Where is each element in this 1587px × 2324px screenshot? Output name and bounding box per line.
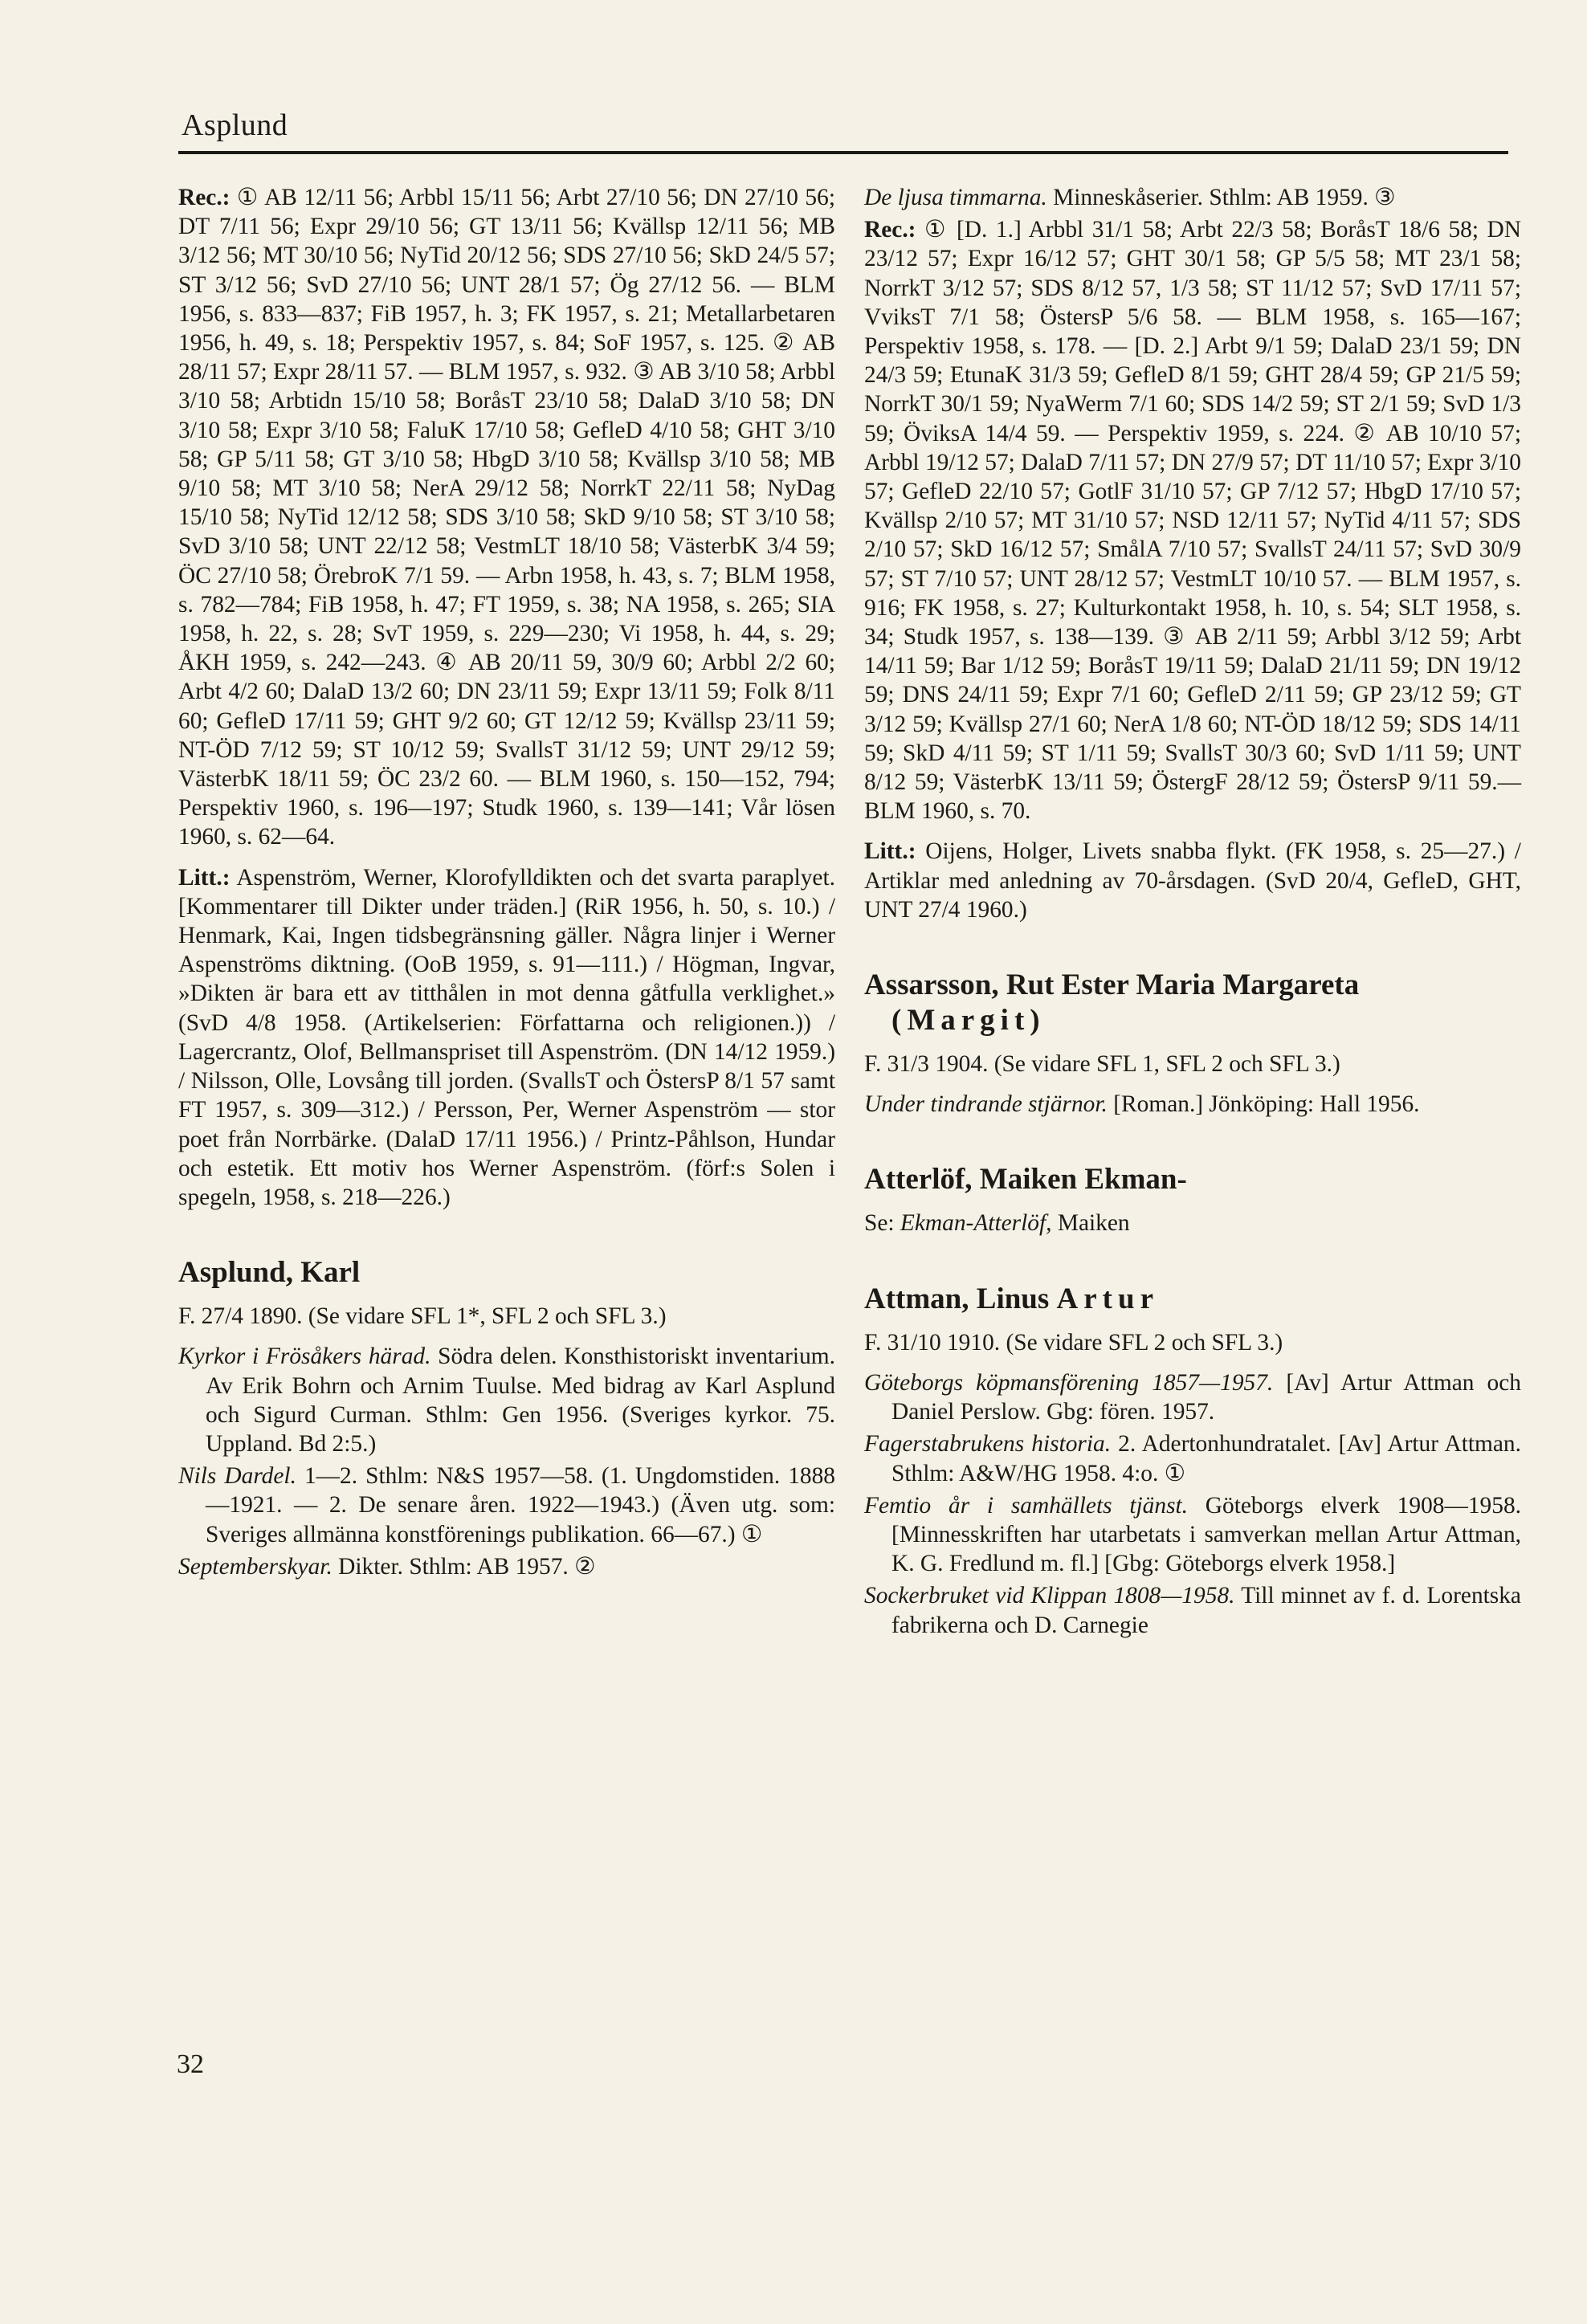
entry-heading-atterlof: Atterlöf, Maiken Ekman-: [864, 1163, 1187, 1197]
litt-label: Litt.:: [864, 838, 916, 865]
work-details: [Roman.] Jönköping: Hall 1956.: [1107, 1091, 1420, 1118]
work-entry: [178, 1552, 835, 1581]
work-entry: [864, 183, 1521, 212]
heading-name: Attman, Linus: [864, 1282, 1050, 1315]
reviews-paragraph: [864, 215, 1521, 826]
work-details: Göteborgs elverk 1908—1958. [Minnesskriften har utarbetats i samverkan mellan Artur Attman, K. G. Fredlund m. fl.] [Gbg: Göteborgs elverk 1958.]: [891, 1492, 1521, 1577]
left-column: [178, 183, 835, 1584]
rec-label: Rec.:: [178, 185, 231, 210]
work-entry: [864, 1491, 1521, 1579]
work-title: Fagerstabrukens historia.: [864, 1431, 1112, 1458]
literature-paragraph: [864, 837, 1521, 924]
work-title: Nils Dardel.: [178, 1463, 296, 1490]
entry-heading-attman: [864, 1282, 1521, 1317]
literature-paragraph: [178, 863, 835, 1212]
see-target: Ekman-Atterlöf,: [900, 1210, 1052, 1237]
rec-text: ① [D. 1.] Arbbl 31/1 58; Arbt 22/3 58; BoråsT 18/6 58; DN 23/12 57; Expr 16/12 57; GHT 30/1 58; GP 5/5 58; MT 23/1 58; NorrkT 3/12 57; SDS 8/12 57, 1/3 58; ST 11/12 57; SvD 17/11 57; VviksT 7/1 58; ÖstersP 5/6 58. — BLM 1958, s. 165—167; Perspektiv 1958, s. 178. — [D. 2.] Arbt 9/1 59; DalaD 23/1 59; DN 24/3 59; EtunaK 31/3 59; GefleD 8/1 59; GHT 28/4 59; GP 21/5 59; NorrkT 30/1 59; NyaWerm 7/1 60; SDS 14/2 59; ST 2/1 59; SvD 1/3 59; ÖviksA 14/4 59. — Perspektiv 1959, s. 224. ② AB 10/10 57; Arbbl 19/12 57; DalaD 7/11 57; DN 27/9 57; DT 11/10 57; Expr 3/10 57; GefleD 22/10 57; GotlF 31/10 57; GP 7/12 57; HbgD 17/10 57; Kvällsp 2/10 57; MT 31/10 57; NSD 12/11 57; NyTid 4/11 57; SDS 2/10 57; SkD 16/12 57; SmålA 7/10 57; SvallsT 24/11 57; SvD 30/9 57; ST 7/10 57; UNT 28/12 57; VestmLT 10/10 57. — BLM 1957, s. 916; FK 1958, s. 27; Kulturkontakt 1958, h. 10, s. 54; SLT 1958, s. 34; Studk 1957, s. 138—139. ③ AB 2/11 59; Arbbl 3/12 59; Arbt 14/11 59; Bar 1/12 59; BoråsT 19/11 59; DalaD 21/11 59; DN 19/12 59; DNS 24/11 59; Expr 7/1 60; GefleD 2/11 59; GP 23/12 59; GT 3/12 59; Kvällsp 27/1 60; NerA 1/8 60; NT-ÖD 18/12 59; SDS 14/11 59; SkD 4/11 59; ST 1/11 59; SvallsT 30/3 60; SvD 1/11 59; UNT 8/12 59; VästerbK 13/11 59; ÖstergF 28/12 59; ÖstersP 9/11 59.— BLM 1960, s. 70.: [864, 217, 1521, 825]
work-entry: [178, 1462, 835, 1549]
heading-callname: (Margit): [891, 1004, 1046, 1038]
work-title: Kyrkor i Frösåkers härad.: [178, 1343, 431, 1370]
entry-heading-asplund-karl: Asplund, Karl: [178, 1256, 361, 1290]
see-reference: [864, 1209, 1521, 1237]
work-details: 2. Adertonhundratalet. [Av] Artur Attman. Sthlm: A&W/HG 1958. 4:o. ①: [891, 1431, 1521, 1486]
entry-heading-assarsson: [864, 968, 1521, 1038]
heading-callname: Artur: [1056, 1282, 1159, 1315]
header-rule: [178, 151, 1508, 154]
rec-text: ① AB 12/11 56; Arbbl 15/11 56; Arbt 27/10 56; DN 27/10 56; DT 7/11 56; Expr 29/10 56; GT 13/11 56; Kvällsp 12/11 56; MB 3/12 56; MT 30/10 56; NyTid 20/12 56; SDS 27/10 56; SkD 24/5 57; ST 3/12 56; SvD 27/10 56; UNT 28/1 57; Ög 27/12 56. — BLM 1956, s. 833—837; FiB 1957, h. 3; FK 1957, s. 21; Metallarbetaren 1956, h. 49, s. 18; Perspektiv 1957, s. 84; SoF 1957, s. 125. ② AB 28/11 57; Expr 28/11 57. — BLM 1957, s. 932. ③ AB 3/10 58; Arbbl 3/10 58; Arbtidn 15/10 58; BoråsT 23/10 58; DalaD 3/10 58; DN 3/10 58; Expr 3/10 58; FaluK 17/10 58; GefleD 4/10 58; GHT 3/10 58; GP 5/11 58; GT 3/10 58; HbgD 3/10 58; Kvällsp 3/10 58; MB 9/10 58; MT 3/10 58; NerA 29/12 58; NorrkT 22/11 58; NyDag 15/10 58; NyTid 12/12 58; SDS 3/10 58; SkD 9/10 58; ST 3/10 58; SvD 3/10 58; UNT 22/12 58; VestmLT 18/10 58; VästerbK 3/4 59; ÖC 27/10 58; ÖrebroK 7/1 59. — Arbn 1958, h. 43, s. 7; BLM 1958, s. 782—784; FiB 1958, h. 47; FT 1959, s. 38; NA 1958, s. 265; SIA 1958, h. 22, s. 28; SvT 1959, s. 229—230; Vi 1958, h. 44, s. 29; ÅKH 1959, s. 242—243. ④ AB 20/11 59, 30/9 60; Arbbl 2/2 60; Arbt 4/2 60; DalaD 13/2 60; DN 23/11 59; Expr 13/11 59; Folk 8/11 60; GefleD 17/11 59; GHT 9/2 60; GT 12/12 59; Kvällsp 23/11 59; NT-ÖD 7/12 59; ST 10/12 59; SvallsT 31/12 59; UNT 29/12 59; VästerbK 18/11 59; ÖC 23/2 60. — BLM 1960, s. 150—152, 794; Perspektiv 1960, s. 196—197; Studk 1960, s. 139—141; Vår lösen 1960, s. 62—64.: [178, 185, 835, 850]
entry-bio: F. 31/3 1904. (Se vidare SFL 1, SFL 2 och SFL 3.): [864, 1051, 1340, 1078]
work-details: Till minnet av f. d. Lorentska fabrikerna och D. Carnegie: [891, 1583, 1521, 1638]
work-title: Göteborgs köpmansförening 1857—1957.: [864, 1369, 1274, 1396]
litt-label: Litt.:: [178, 864, 231, 891]
work-details: Södra delen. Konsthistoriskt inventarium. Av Erik Bohrn och Arnim Tuulse. Med bidrag av Karl Asplund och Sigurd Curman. Sthlm: Gen 1956. (Sveriges kyrkor. 75. Uppland. Bd 2:5.): [206, 1343, 835, 1457]
work-entry: [864, 1090, 1521, 1119]
right-column: [864, 183, 1521, 1643]
entry-bio: F. 31/10 1910. (Se vidare SFL 2 och SFL 3.): [864, 1329, 1283, 1356]
work-entry: [178, 1342, 835, 1458]
work-title: Sockerbruket vid Klippan 1808—1958.: [864, 1583, 1235, 1609]
work-details: Minneskåserier. Sthlm: AB 1959. ③: [1046, 185, 1396, 210]
work-title: Femtio år i samhällets tjänst.: [864, 1492, 1189, 1519]
work-details: [Av] Artur Attman och Daniel Perslow. Gbg: fören. 1957.: [891, 1369, 1521, 1425]
work-title: Under tindrande stjärnor.: [864, 1091, 1108, 1118]
work-title: De ljusa timmarna.: [864, 185, 1047, 210]
litt-text: Oijens, Holger, Livets snabba flykt. (FK 1958, s. 25—27.) / Artiklar med anledning av 70-årsdagen. (SvD 20/4, GefleD, GHT, UNT 27/4 1960.): [864, 838, 1521, 923]
work-entry: [864, 1429, 1521, 1487]
entry-bio: F. 27/4 1890. (Se vidare SFL 1*, SFL 2 och SFL 3.): [178, 1303, 667, 1330]
work-entry: [864, 1368, 1521, 1426]
page-number: 32: [177, 2049, 204, 2079]
litt-text: Aspenström, Werner, Klorofylldikten och det svarta paraplyet. [Kommentarer till Dikter under träden.] (RiR 1956, h. 50, s. 10.) / Henmark, Kai, Ingen tidsbegränsning gäller. Några linjer i Werner Aspenströms diktning. (OoB 1959, s. 91—111.) / Högman, Ingvar, »Dikten är bara ett av titthålen in mot denna gåtfulla verklighet.» (SvD 4/8 1958. (Artikelserien: Författarna och religionen.)) / Lagercrantz, Olof, Bellmanspriset till Aspenström. (DN 14/12 1959.) / Nilsson, Olle, Lovsång till jorden. (SvallsT och ÖstersP 8/1 57 samt FT 1957, s. 309—312.) / Persson, Per, Werner Aspenström — stor poet från Norrbärke. (DalaD 17/11 1956.) / Printz-Påhlson, Hundar och estetik. Ett motiv hos Werner Aspenström. (förf:s Solen i spegeln, 1958, s. 218—226.): [178, 864, 835, 1210]
work-details: Dikter. Sthlm: AB 1957. ②: [332, 1553, 596, 1580]
work-details: 1—2. Sthlm: N&S 1957—58. (1. Ungdomstiden. 1888—1921. — 2. De senare åren. 1922—1943.) (Även utg. som: Sveriges allmänna konstförenings publikation. 66—67.) ①: [206, 1463, 835, 1547]
work-entry: [864, 1581, 1521, 1639]
see-rest: Maiken: [1051, 1210, 1130, 1237]
rec-label: Rec.:: [864, 217, 916, 243]
running-head: Asplund: [182, 108, 288, 142]
work-title: Septemberskyar.: [178, 1553, 332, 1580]
reviews-paragraph: [178, 183, 835, 852]
see-label: Se:: [864, 1210, 895, 1237]
heading-name: Assarsson, Rut Ester Maria Margareta: [864, 968, 1360, 1002]
